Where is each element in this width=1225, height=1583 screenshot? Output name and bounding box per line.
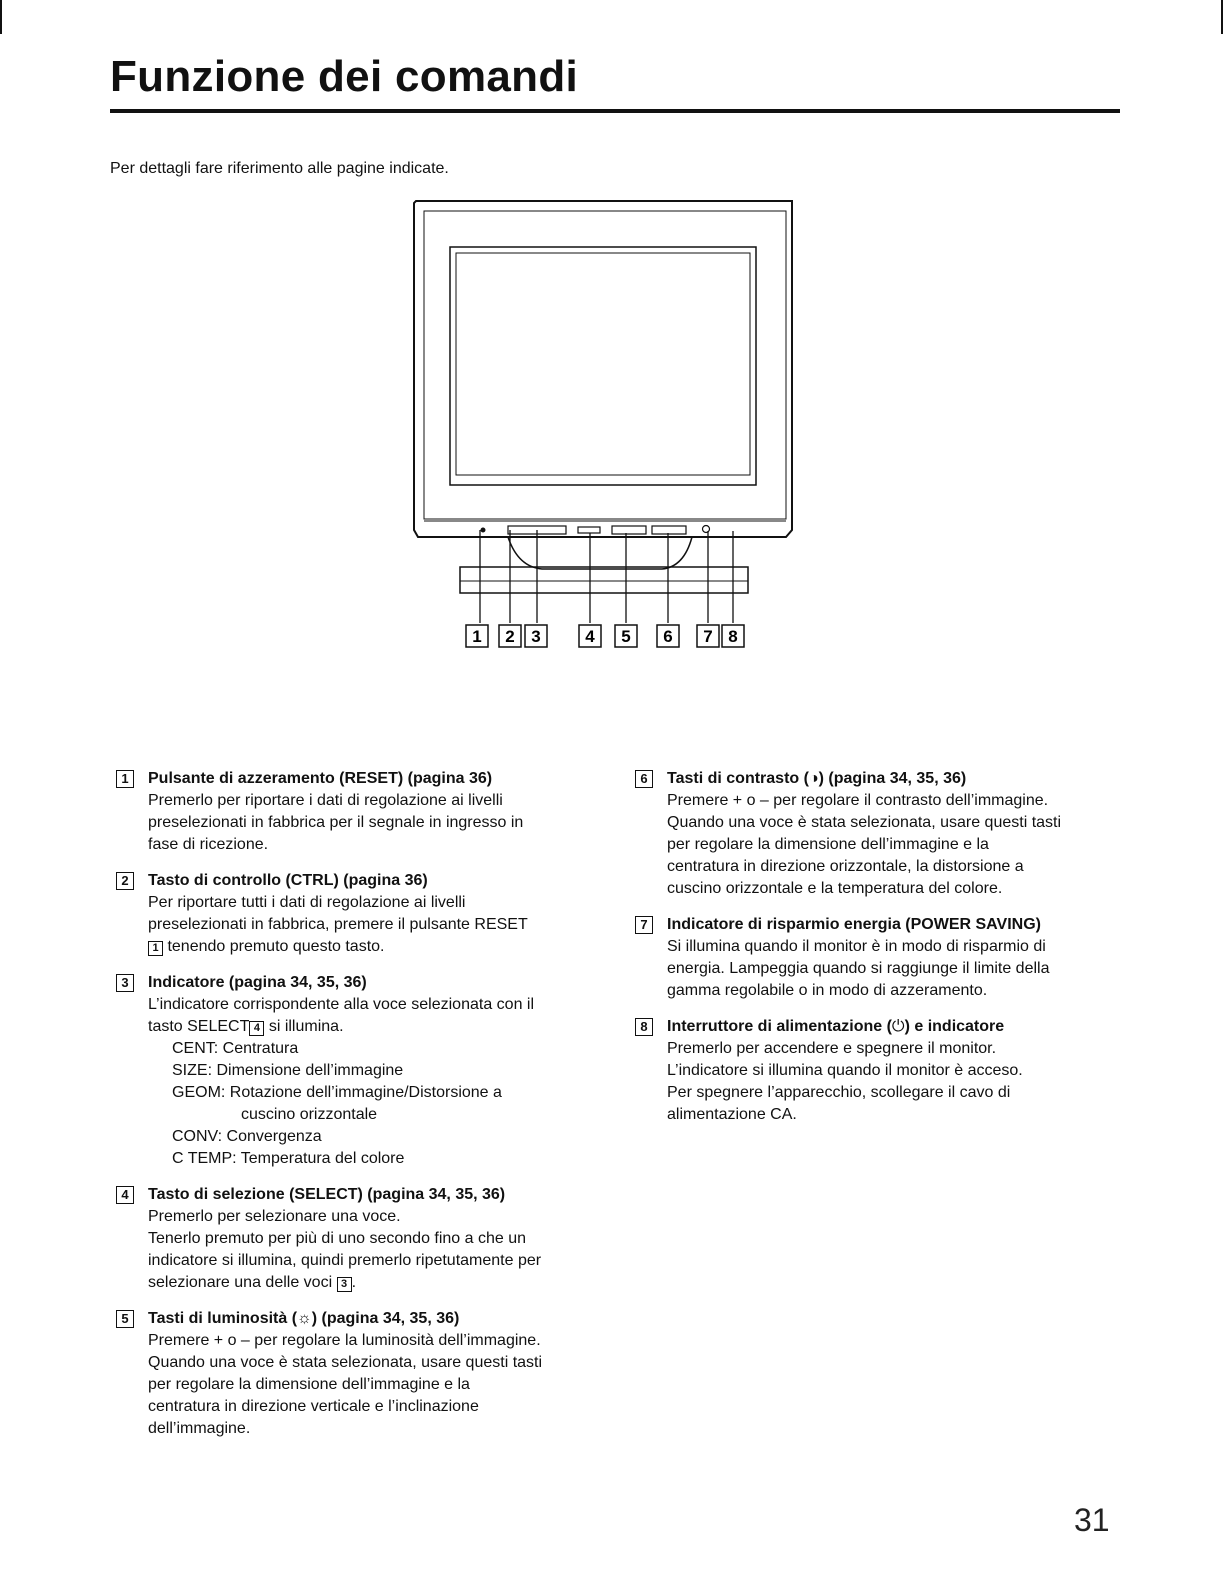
indicator-size: SIZE: Dimensione dell’immagine [172,1062,404,1079]
callout-2 [499,625,521,647]
item-text-line: Premerlo per accendere e spegnere il monitor. [667,1040,997,1057]
callout-label: 1 [472,627,482,646]
item-title [667,768,1115,790]
left-edge-mark [0,0,2,34]
title-text: ) (pagina 34, 35, 36) [818,770,967,787]
callout-1 [466,625,488,647]
item-text-line: preselezionati in fabbrica per il segnale in ingresso in [148,814,524,831]
item-text-line: energia. Lampeggia quando si raggiunge il limite della [667,960,1050,977]
indicator-geom-cont: cuscino orizzontale [241,1106,378,1123]
item-text-line: Quando una voce è stata selezionata, usare questi tasti [148,1354,543,1371]
item-text-line: per regolare la dimensione dell’immagine e la [667,836,989,853]
button-bar-b [578,527,600,533]
item-text-line: Premere + o – per regolare il contrasto dell’immagine. [667,792,1049,809]
power-icon: ⏻ [891,1018,905,1035]
monitor-bezel [414,201,792,537]
indicator-conv: CONV: Convergenza [172,1128,322,1145]
item-title: Indicatore (pagina 34, 35, 36) [148,974,367,991]
page-number: 31 [1074,1502,1110,1538]
screen-inner [456,253,750,475]
monitor-diagram [400,195,800,655]
callout-boxes [466,625,744,647]
item-text-line: preselezionati in fabbrica, premere il pulsante RESET [148,916,528,933]
stand-base [460,567,748,593]
item-text-line: gamma regolabile o in modo di azzeramento. [667,982,988,999]
item-text-line: Quando una voce è stata selezionata, usare questi tasti [667,814,1062,831]
item-text-line: L’indicatore si illumina quando il monitor è acceso. [667,1062,1023,1079]
inline-ref-box: 4 [249,1021,264,1036]
title-text: Interruttore di alimentazione ( [667,1018,892,1035]
item-text: tasto SELECT [148,1018,250,1035]
inline-ref-box: 1 [148,941,163,956]
item-8 [635,1016,1115,1126]
item-text-line: Tenerlo premuto per più di uno secondo fino a che un [148,1230,527,1247]
item-text-line [148,1272,596,1294]
item-title [148,1308,596,1330]
item-text-line: Premere + o – per regolare la luminosità dell’immagine. [148,1332,541,1349]
item-number-box: 8 [635,1018,653,1036]
control-dot [481,528,485,532]
item-text-line: Per spegnere l’apparecchio, scollegare il cavo di [667,1084,1011,1101]
intro-text: Per dettagli fare riferimento alle pagine indicate. [110,160,449,177]
item-7 [635,914,1115,1002]
indicator-list [148,1038,596,1170]
item-text-line [148,936,596,958]
title-text: ) (pagina 34, 35, 36) [311,1310,460,1327]
item-text: . [351,1274,357,1291]
left-column [116,768,596,1454]
callout-5 [615,625,637,647]
item-text-line: centratura in direzione orizzontale, la distorsione a [667,858,1024,875]
callout-6 [657,625,679,647]
item-text-line: fase di ricezione. [148,836,269,853]
callout-8 [722,625,744,647]
item-text: selezionare una delle voci [148,1274,337,1291]
item-title: Tasto di selezione (SELECT) (pagina 34, 35, 36) [148,1186,506,1203]
item-number-box: 4 [116,1186,134,1204]
screen-outer [450,247,756,485]
callout-label: 3 [531,627,541,646]
callout-label: 8 [728,627,738,646]
item-title [667,1016,1115,1038]
item-number-box: 2 [116,872,134,890]
item-5 [116,1308,596,1440]
right-edge-mark [1221,0,1223,34]
brightness-icon: ☼ [297,1310,312,1327]
item-number-box: 6 [635,770,653,788]
item-text-line: Premerlo per selezionare una voce. [148,1208,401,1225]
indicator-cent: CENT: Centratura [172,1040,299,1057]
indicator-ctemp: C TEMP: Temperatura del colore [172,1150,405,1167]
item-3 [116,972,596,1170]
item-text-line: Per riportare tutti i dati di regolazione ai livelli [148,894,466,911]
item-number-box: 1 [116,770,134,788]
item-6 [635,768,1115,900]
item-text-line: cuscino orizzontale e la temperatura del colore. [667,880,1003,897]
item-4 [116,1184,596,1294]
item-text-line: L’indicatore corrispondente alla voce selezionata con il [148,996,535,1013]
item-text-line: Premerlo per riportare i dati di regolazione ai livelli [148,792,503,809]
item-title: Tasto di controllo (CTRL) (pagina 36) [148,872,428,889]
item-text-line: per regolare la dimensione dell’immagine e la [148,1376,470,1393]
callout-label: 5 [621,627,631,646]
callout-3 [525,625,547,647]
item-text: si illumina. [264,1018,344,1035]
item-text-line: dell’immagine. [148,1420,251,1437]
callout-label: 2 [505,627,515,646]
leader-lines [480,530,733,623]
page-title: Funzione dei comandi [110,52,579,101]
item-number-box: 7 [635,916,653,934]
item-text-line [148,1016,596,1038]
indicator-geom: GEOM: Rotazione dell’immagine/Distorsione a [172,1084,502,1101]
callout-4 [579,625,601,647]
item-text: tenendo premuto questo tasto. [163,938,385,955]
callout-label: 4 [585,627,595,646]
title-text: Tasti di contrasto ( [667,770,809,787]
item-text-line: centratura in direzione verticale e l’inclinazione [148,1398,479,1415]
item-number-box: 5 [116,1310,134,1328]
item-1 [116,768,596,856]
button-bar-c [612,526,646,534]
item-title: Indicatore di risparmio energia (POWER SAVING) [667,916,1041,933]
callout-label: 7 [703,627,713,646]
contrast-icon: ◑ [808,770,819,787]
button-bar-d [652,526,686,534]
title-text: ) e indicatore [904,1018,1005,1035]
stand-neck [508,537,692,569]
bezel-inner-edge [424,211,786,519]
item-title: Pulsante di azzeramento (RESET) (pagina 36) [148,770,493,787]
item-2 [116,870,596,958]
title-rule [110,109,1120,113]
inline-ref-box: 3 [337,1277,352,1292]
right-column [635,768,1115,1140]
item-text-line: Si illumina quando il monitor è in modo di risparmio di [667,938,1046,955]
title-text: Tasti di luminosità ( [148,1310,298,1327]
callout-label: 6 [663,627,673,646]
item-number-box: 3 [116,974,134,992]
item-text-line: indicatore si illumina, quindi premerlo ripetutamente per [148,1252,542,1269]
item-text-line: alimentazione CA. [667,1106,797,1123]
callout-7 [697,625,719,647]
